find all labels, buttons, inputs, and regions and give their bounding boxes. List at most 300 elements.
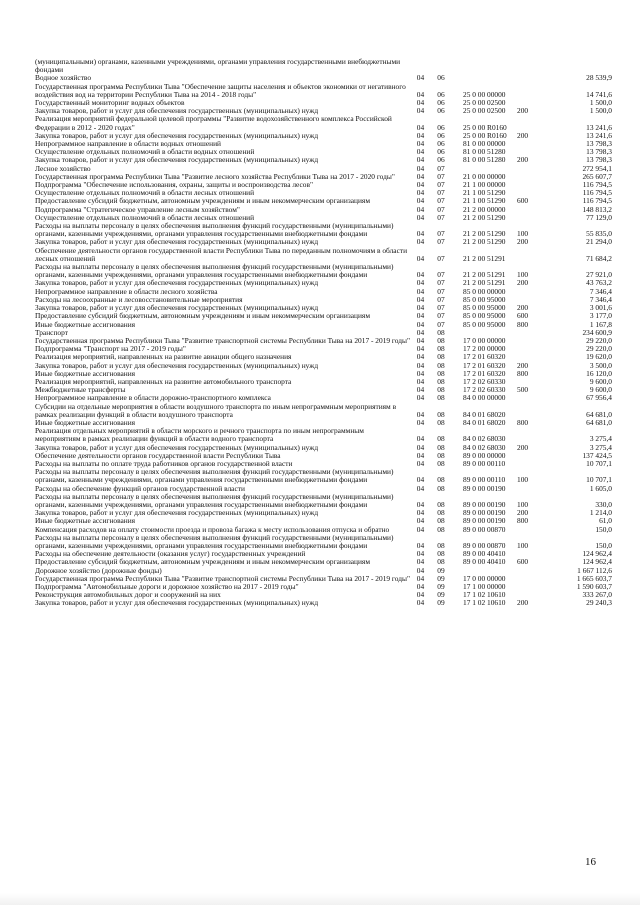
row-amount: 13 798,3 (586, 139, 612, 149)
row-name: Закупка товаров, работ и услуг для обеспечения государственных (муниципальных) нужд (35, 598, 319, 608)
row-target-article: 25 0 00 02500 (463, 106, 506, 116)
row-subsection-code: 07 (437, 229, 445, 239)
row-target-article: 17 2 01 60320 (463, 360, 506, 370)
row-name: Реконструкция автомобильных дорог и сооружений на них (35, 590, 221, 600)
row-target-article: 84 0 00 00000 (463, 393, 506, 403)
row-expense-type: 600 (517, 311, 529, 321)
row-name: Обеспечение деятельности органов государственной власти Республики Тыва по переданным полномочиям в области лесных отношений (35, 245, 408, 263)
row-target-article: 84 0 02 68030 (463, 442, 506, 452)
row-name: Подпрограмма "Стратегическое управление лесным хозяйством" (35, 204, 240, 214)
row-target-article: 25 0 00 02500 (463, 98, 506, 108)
row-name: Реализация мероприятий, направленных на развитие авиации общего назначения (35, 352, 292, 362)
row-name: Государственная программа Республики Тыва "Развитие лесного хозяйства Республики Тыва на 2017 - 2020 годы" (35, 171, 395, 181)
row-name: Водное хозяйство (35, 73, 92, 83)
row-subsection-code: 07 (437, 171, 445, 181)
row-subsection-code: 08 (437, 516, 445, 526)
row-subsection-code: 06 (437, 98, 445, 108)
row-subsection-code: 08 (437, 417, 445, 427)
row-section-code: 04 (416, 253, 425, 263)
row-amount: 77 129,0 (586, 212, 612, 222)
row-target-article: 17 0 00 00000 (463, 573, 506, 583)
row-amount: 10 707,1 (586, 475, 612, 485)
row-name: Предоставление субсидий бюджетным, автономным учреждениям и иным некоммерческим организациям (35, 557, 371, 567)
row-section-code: 04 (416, 393, 425, 403)
row-amount: 29 220,0 (586, 335, 612, 345)
row-target-article: 21 1 00 00000 (463, 180, 506, 190)
row-expense-type: 200 (517, 278, 529, 288)
row-section-code: 04 (416, 204, 425, 214)
row-target-article: 21 1 00 51290 (463, 196, 506, 206)
row-subsection-code: 06 (437, 139, 445, 149)
row-amount: 55 835,0 (586, 229, 612, 239)
row-amount: 7 346,4 (589, 286, 612, 296)
row-amount: 1 665 603,7 (576, 573, 612, 583)
row-name: Закупка товаров, работ и услуг для обеспечения государственных (муниципальных) нужд (35, 155, 319, 165)
row-name: Предоставление субсидий бюджетным, автономным учреждениям и иным некоммерческим организациям (35, 311, 371, 321)
row-amount: 150,0 (595, 540, 612, 550)
row-name: Лесное хозяйство (35, 163, 91, 173)
row-subsection-code: 06 (437, 89, 445, 99)
row-subsection-code: 09 (437, 573, 445, 583)
row-target-article: 21 2 00 51291 (463, 253, 506, 263)
row-amount: 64 681,0 (586, 409, 612, 419)
row-amount: 1 214,0 (589, 508, 612, 518)
row-section-code: 04 (416, 278, 425, 288)
row-subsection-code: 08 (437, 458, 445, 468)
row-section-code: 04 (416, 376, 425, 386)
row-amount: 64 681,0 (586, 417, 612, 427)
row-subsection-code: 08 (437, 360, 445, 370)
row-subsection-code: 06 (437, 130, 445, 140)
row-expense-type: 100 (517, 499, 529, 509)
row-section-code: 04 (416, 212, 425, 222)
row-section-code: 04 (416, 582, 425, 591)
row-amount: 116 794,5 (582, 180, 612, 190)
row-amount: 148 813,2 (582, 204, 612, 214)
row-section-code: 04 (416, 508, 425, 518)
row-expense-type: 200 (517, 303, 529, 313)
row-section-code: 04 (416, 294, 425, 304)
row-name: Расходы на выплаты персоналу в целях обеспечения выполнения функций государственными (муниципальными) органами, казенными учреждениями, органами управления государственными внебюджетными фондами (35, 262, 394, 280)
page-number: 16 (585, 856, 596, 868)
row-amount: 124 962,4 (582, 549, 612, 559)
row-section-code: 04 (416, 524, 425, 534)
row-target-article: 89 0 00 00190 (463, 508, 506, 518)
row-name: Непрограммное направление в области дорожно-транспортного комплекса (35, 393, 271, 403)
row-subsection-code: 08 (437, 549, 445, 559)
table-row (35, 599, 615, 607)
row-subsection-code: 07 (437, 196, 445, 206)
row-expense-type: 200 (517, 508, 529, 518)
row-target-article: 89 0 00 00190 (463, 483, 506, 493)
row-name: Расходы на выплаты персоналу в целях обеспечения выполнения функций государственными (муниципальными) органами, казенными учреждениями, органами управления государственными внебюджетными фондами (35, 532, 394, 550)
row-amount: 9 600,0 (589, 376, 612, 386)
row-subsection-code: 08 (437, 483, 445, 493)
row-expense-type: 100 (517, 540, 529, 550)
row-target-article: 17 2 01 60320 (463, 368, 506, 378)
row-name: Иные бюджетные ассигнования (35, 417, 136, 427)
row-section-code: 04 (416, 442, 425, 452)
row-name: Расходы на лесоохранные и лесовосстановительные мероприятия (35, 294, 243, 304)
row-name: Закупка товаров, работ и услуг для обеспечения государственных (муниципальных) нужд (35, 508, 319, 518)
row-section-code: 04 (416, 73, 425, 83)
row-section-code: 04 (416, 516, 425, 526)
row-target-article: 81 0 00 00000 (463, 139, 506, 149)
row-section-code: 04 (416, 368, 425, 378)
row-subsection-code: 09 (437, 582, 445, 591)
row-subsection-code: 08 (437, 540, 445, 550)
row-target-article: 17 2 00 00000 (463, 344, 506, 354)
row-amount: 43 763,2 (586, 278, 612, 288)
row-section-code: 04 (416, 155, 425, 165)
row-subsection-code: 07 (437, 303, 445, 313)
row-section-code: 04 (416, 171, 425, 181)
row-section-code: 04 (416, 450, 425, 460)
row-target-article: 17 1 02 10610 (463, 590, 506, 600)
row-expense-type: 800 (517, 516, 529, 526)
row-expense-type: 100 (517, 229, 529, 239)
row-section-code: 04 (416, 180, 425, 190)
row-subsection-code: 09 (437, 590, 445, 600)
row-expense-type: 200 (517, 130, 529, 140)
row-section-code: 04 (416, 434, 425, 444)
row-expense-type: 600 (517, 557, 529, 567)
row-target-article: 89 0 00 00190 (463, 499, 506, 509)
table-row (35, 493, 615, 509)
row-section-code: 04 (416, 270, 425, 280)
row-target-article: 25 0 00 R0160 (463, 130, 507, 140)
row-amount: 265 607,7 (582, 171, 612, 181)
row-section-code: 04 (416, 139, 425, 149)
budget-table (35, 58, 615, 608)
row-amount: 1 167,8 (589, 319, 612, 329)
row-subsection-code: 07 (437, 294, 445, 304)
row-subsection-code: 08 (437, 442, 445, 452)
row-amount: 150,0 (595, 524, 612, 534)
row-subsection-code: 08 (437, 344, 445, 354)
table-row (35, 156, 615, 164)
row-section-code: 04 (416, 352, 425, 362)
row-name: Непрограммное направление в области водных отношений (35, 139, 222, 149)
table-row (35, 468, 615, 484)
row-target-article: 85 0 00 95000 (463, 319, 506, 329)
row-name: Осуществление отдельных полномочий в области лесных отношений (35, 188, 255, 198)
row-subsection-code: 09 (437, 565, 445, 575)
row-target-article: 85 0 00 95000 (463, 294, 506, 304)
row-expense-type: 800 (517, 417, 529, 427)
row-subsection-code: 08 (437, 557, 445, 567)
row-expense-type: 600 (517, 196, 529, 206)
row-name: Реализация мероприятий, направленных на развитие автомобильного транспорта (35, 376, 292, 386)
row-name: Осуществление отдельных полномочий в области лесных отношений (35, 212, 255, 222)
row-section-code: 04 (416, 335, 425, 345)
row-amount: 1 590 603,7 (576, 582, 612, 591)
scan-bottom-edge (0, 893, 640, 905)
row-name: Государственная программа Республики Тыва "Развитие транспортной системы Республики Тыва на 2017 - 2019 годы" (35, 335, 411, 345)
row-name: Закупка товаров, работ и услуг для обеспечения государственных (муниципальных) нужд (35, 278, 319, 288)
row-section-code: 04 (416, 417, 425, 427)
row-subsection-code: 08 (437, 352, 445, 362)
row-name: Закупка товаров, работ и услуг для обеспечения государственных (муниципальных) нужд (35, 237, 319, 247)
row-subsection-code: 08 (437, 368, 445, 378)
row-expense-type: 200 (517, 237, 529, 247)
row-subsection-code: 08 (437, 499, 445, 509)
row-amount: 1 667 112,6 (577, 565, 612, 575)
row-target-article: 84 0 02 68030 (463, 434, 506, 444)
row-subsection-code: 07 (437, 163, 445, 173)
row-name: Закупка товаров, работ и услуг для обеспечения государственных (муниципальных) нужд (35, 106, 319, 116)
row-target-article: 89 0 00 40410 (463, 557, 506, 567)
row-target-article: 17 1 00 00000 (463, 582, 506, 591)
row-subsection-code: 07 (437, 278, 445, 288)
table-row (35, 534, 615, 550)
row-target-article: 85 0 00 00000 (463, 286, 506, 296)
row-amount: 13 798,3 (586, 155, 612, 165)
row-name: Дорожное хозяйство (дорожные фонды) (35, 565, 162, 575)
row-name: Иные бюджетные ассигнования (35, 516, 136, 526)
row-name: Непрограммное направление в области лесного хозяйства (35, 286, 218, 296)
row-section-code: 04 (416, 549, 425, 559)
row-target-article: 21 1 00 51290 (463, 188, 506, 198)
row-section-code: 04 (416, 327, 425, 337)
row-target-article: 89 0 00 00110 (463, 475, 506, 485)
row-section-code: 04 (416, 122, 425, 132)
row-subsection-code: 07 (437, 212, 445, 222)
row-subsection-code: 06 (437, 122, 445, 132)
row-target-article: 17 2 02 60330 (463, 376, 506, 386)
row-section-code: 04 (416, 409, 425, 419)
row-amount: 1 500,0 (589, 106, 612, 116)
row-subsection-code: 07 (437, 270, 445, 280)
row-amount: 29 220,0 (586, 344, 612, 354)
row-name: Межбюджетные трансферты (35, 385, 126, 395)
row-section-code: 04 (416, 188, 425, 198)
row-name: Закупка товаров, работ и услуг для обеспечения государственных (муниципальных) нужд (35, 303, 319, 313)
row-subsection-code: 08 (437, 450, 445, 460)
row-expense-type: 200 (517, 106, 529, 116)
row-section-code: 04 (416, 286, 425, 296)
table-row (35, 58, 615, 74)
row-target-article: 84 0 01 68020 (463, 417, 506, 427)
row-section-code: 04 (416, 106, 425, 116)
table-row (35, 115, 615, 131)
row-target-article: 89 0 00 00870 (463, 540, 506, 550)
row-expense-type: 200 (517, 360, 529, 370)
row-name: Реализация отдельных мероприятий в области морского и речного транспорта по иным непрограммным мероприятиям в рамках реализации функций в области водного транспорта (35, 426, 364, 444)
row-amount: 28 539,9 (586, 73, 612, 83)
row-amount: 29 240,3 (586, 598, 612, 608)
row-section-code: 04 (416, 360, 425, 370)
row-name: Подпрограмма "Автомобильные дороги и дорожное хозяйство на 2017 - 2019 годы" (35, 582, 299, 591)
row-name: (муниципальными) органами, казенными учреждениями, органами управления государственными внебюджетными фондами (35, 57, 401, 75)
row-subsection-code: 07 (437, 253, 445, 263)
row-subsection-code: 07 (437, 237, 445, 247)
row-name: Подпрограмма "Обеспечение использования, охраны, защиты и воспроизводства лесов" (35, 180, 313, 190)
row-name: Субсидии на отдельные мероприятия в области воздушного транспорта по иным непрограммным мероприятиям в рамках реализации функций в области воздушного транспорта (35, 401, 397, 419)
row-section-code: 04 (416, 565, 425, 575)
row-subsection-code: 08 (437, 508, 445, 518)
row-amount: 333 267,0 (582, 590, 612, 600)
row-amount: 330,0 (595, 499, 612, 509)
row-subsection-code: 08 (437, 335, 445, 345)
row-subsection-code: 08 (437, 385, 445, 395)
row-amount: 9 600,0 (589, 385, 612, 395)
row-section-code: 04 (416, 311, 425, 321)
row-target-article: 89 0 00 00110 (463, 458, 506, 468)
row-subsection-code: 07 (437, 204, 445, 214)
row-subsection-code: 08 (437, 409, 445, 419)
row-section-code: 04 (416, 130, 425, 140)
row-subsection-code: 07 (437, 188, 445, 198)
row-name: Транспорт (35, 327, 68, 337)
row-section-code: 04 (416, 573, 425, 583)
table-row (35, 222, 615, 238)
row-subsection-code: 08 (437, 524, 445, 534)
row-expense-type: 800 (517, 319, 529, 329)
row-target-article: 21 0 00 00000 (463, 171, 506, 181)
row-amount: 71 684,2 (586, 253, 612, 263)
row-target-article: 21 2 00 00000 (463, 204, 506, 214)
row-target-article: 17 2 01 60320 (463, 352, 506, 362)
row-target-article: 84 0 01 68020 (463, 409, 506, 419)
row-target-article: 85 0 00 95000 (463, 311, 506, 321)
row-section-code: 04 (416, 483, 425, 493)
row-subsection-code: 07 (437, 319, 445, 329)
row-name: Расходы на выплаты персоналу в целях обеспечения выполнения функций государственными (муниципальными) органами, казенными учреждениями, органами управления государственными внебюджетными фондами (35, 491, 394, 509)
row-amount: 13 241,6 (586, 122, 612, 132)
row-section-code: 04 (416, 475, 425, 485)
row-expense-type: 100 (517, 475, 529, 485)
row-amount: 61,0 (599, 516, 612, 526)
row-amount: 7 346,4 (589, 294, 612, 304)
row-target-article: 21 2 00 51290 (463, 229, 506, 239)
row-name: Иные бюджетные ассигнования (35, 319, 136, 329)
row-name: Расходы на обеспечение функций органов государственной власти (35, 483, 245, 493)
row-name: Государственная программа Республики Тыва "Обеспечение защиты населения и объектов экономики от негативного воздействия вод на территории Республики Тыва на 2014 - 2018 годы" (35, 81, 406, 99)
row-expense-type: 500 (517, 385, 529, 395)
row-amount: 3 500,0 (589, 360, 612, 370)
row-amount: 234 600,9 (582, 327, 612, 337)
row-target-article: 21 2 00 51290 (463, 212, 506, 222)
row-name: Закупка товаров, работ и услуг для обеспечения государственных (муниципальных) нужд (35, 360, 319, 370)
row-subsection-code: 08 (437, 434, 445, 444)
row-name: Государственная программа Республики Тыва "Развитие транспортной системы Республики Тыва на 2017 - 2019 годы" (35, 573, 411, 583)
row-section-code: 04 (416, 147, 425, 157)
row-target-article: 21 2 00 51291 (463, 278, 506, 288)
row-target-article: 17 0 00 00000 (463, 335, 506, 345)
row-subsection-code: 07 (437, 286, 445, 296)
row-target-article: 81 0 00 51280 (463, 147, 506, 157)
row-subsection-code: 06 (437, 155, 445, 165)
row-section-code: 04 (416, 237, 425, 247)
row-section-code: 04 (416, 385, 425, 395)
row-section-code: 04 (416, 458, 425, 468)
row-amount: 116 794,5 (582, 188, 612, 198)
row-name: Предоставление субсидий бюджетным, автономным учреждениям и иным некоммерческим организациям (35, 196, 371, 206)
row-amount: 272 954,1 (582, 163, 612, 173)
row-amount: 14 741,6 (586, 89, 612, 99)
table-row (35, 427, 615, 443)
row-subsection-code: 07 (437, 180, 445, 190)
row-target-article: 89 0 00 00000 (463, 450, 506, 460)
row-target-article: 89 0 00 40410 (463, 549, 506, 559)
row-subsection-code: 08 (437, 327, 445, 337)
row-amount: 1 605,0 (589, 483, 612, 493)
row-target-article: 17 1 02 10610 (463, 598, 506, 608)
row-expense-type: 200 (517, 442, 529, 452)
row-section-code: 04 (416, 196, 425, 206)
row-target-article: 21 2 00 51290 (463, 237, 506, 247)
row-section-code: 04 (416, 499, 425, 509)
row-amount: 16 120,0 (586, 368, 612, 378)
row-amount: 116 794,5 (582, 196, 612, 206)
row-target-article: 89 0 00 00190 (463, 516, 506, 526)
row-target-article: 85 0 00 95000 (463, 303, 506, 313)
row-amount: 3 275,4 (589, 434, 612, 444)
row-target-article: 25 0 00 00000 (463, 89, 506, 99)
row-amount: 13 798,3 (586, 147, 612, 157)
row-amount: 13 241,6 (586, 130, 612, 140)
row-amount: 3 177,0 (589, 311, 612, 321)
row-expense-type: 200 (517, 598, 529, 608)
row-subsection-code: 08 (437, 376, 445, 386)
row-amount: 3 001,6 (589, 303, 612, 313)
row-name: Закупка товаров, работ и услуг для обеспечения государственных (муниципальных) нужд (35, 130, 319, 140)
row-name: Расходы на выплаты персоналу в целях обеспечения выполнения функций государственными (муниципальными) органами, казенными учреждениями, органами управления государственными внебюджетными фондами (35, 221, 394, 239)
row-subsection-code: 06 (437, 147, 445, 157)
row-amount: 21 294,0 (586, 237, 612, 247)
row-section-code: 04 (416, 89, 425, 99)
row-name: Компенсация расходов на оплату стоимости проезда и провоза багажа к месту использования отпуска и обратно (35, 524, 390, 534)
row-section-code: 04 (416, 540, 425, 550)
row-amount: 124 962,4 (582, 557, 612, 567)
row-target-article: 89 0 00 00870 (463, 524, 506, 534)
row-name: Обеспечение деятельности органов государственной власти Республики Тыва (35, 450, 281, 460)
row-amount: 27 921,0 (586, 270, 612, 280)
row-section-code: 04 (416, 98, 425, 108)
row-subsection-code: 08 (437, 475, 445, 485)
row-subsection-code: 07 (437, 311, 445, 321)
row-subsection-code: 08 (437, 393, 445, 403)
table-row (35, 247, 615, 263)
row-name: Иные бюджетные ассигнования (35, 368, 136, 378)
row-section-code: 04 (416, 344, 425, 354)
row-section-code: 04 (416, 303, 425, 313)
row-section-code: 04 (416, 557, 425, 567)
row-name: Расходы на выплаты по оплате труда работников органов государственной власти (35, 458, 293, 468)
table-row (35, 83, 615, 99)
row-target-article: 17 2 02 60330 (463, 385, 506, 395)
row-section-code: 04 (416, 319, 425, 329)
row-target-article: 25 0 00 R0160 (463, 122, 507, 132)
row-section-code: 04 (416, 590, 425, 600)
row-amount: 67 956,4 (586, 393, 612, 403)
table-row (35, 403, 615, 419)
row-name: Расходы на обеспечение деятельности (оказания услуг) государственных учреждений (35, 549, 306, 559)
row-name: Закупка товаров, работ и услуг для обеспечения государственных (муниципальных) нужд (35, 442, 319, 452)
row-amount: 3 275,4 (589, 442, 612, 452)
row-amount: 137 424,5 (582, 450, 612, 460)
row-name: Осуществление отдельных полномочий в области водных отношений (35, 147, 255, 157)
row-target-article: 21 2 00 51291 (463, 270, 506, 280)
row-expense-type: 800 (517, 368, 529, 378)
row-section-code: 04 (416, 163, 425, 173)
row-target-article: 81 0 00 51280 (463, 155, 506, 165)
row-subsection-code: 09 (437, 598, 445, 608)
row-subsection-code: 06 (437, 106, 445, 116)
row-amount: 10 707,1 (586, 458, 612, 468)
row-subsection-code: 06 (437, 73, 445, 83)
